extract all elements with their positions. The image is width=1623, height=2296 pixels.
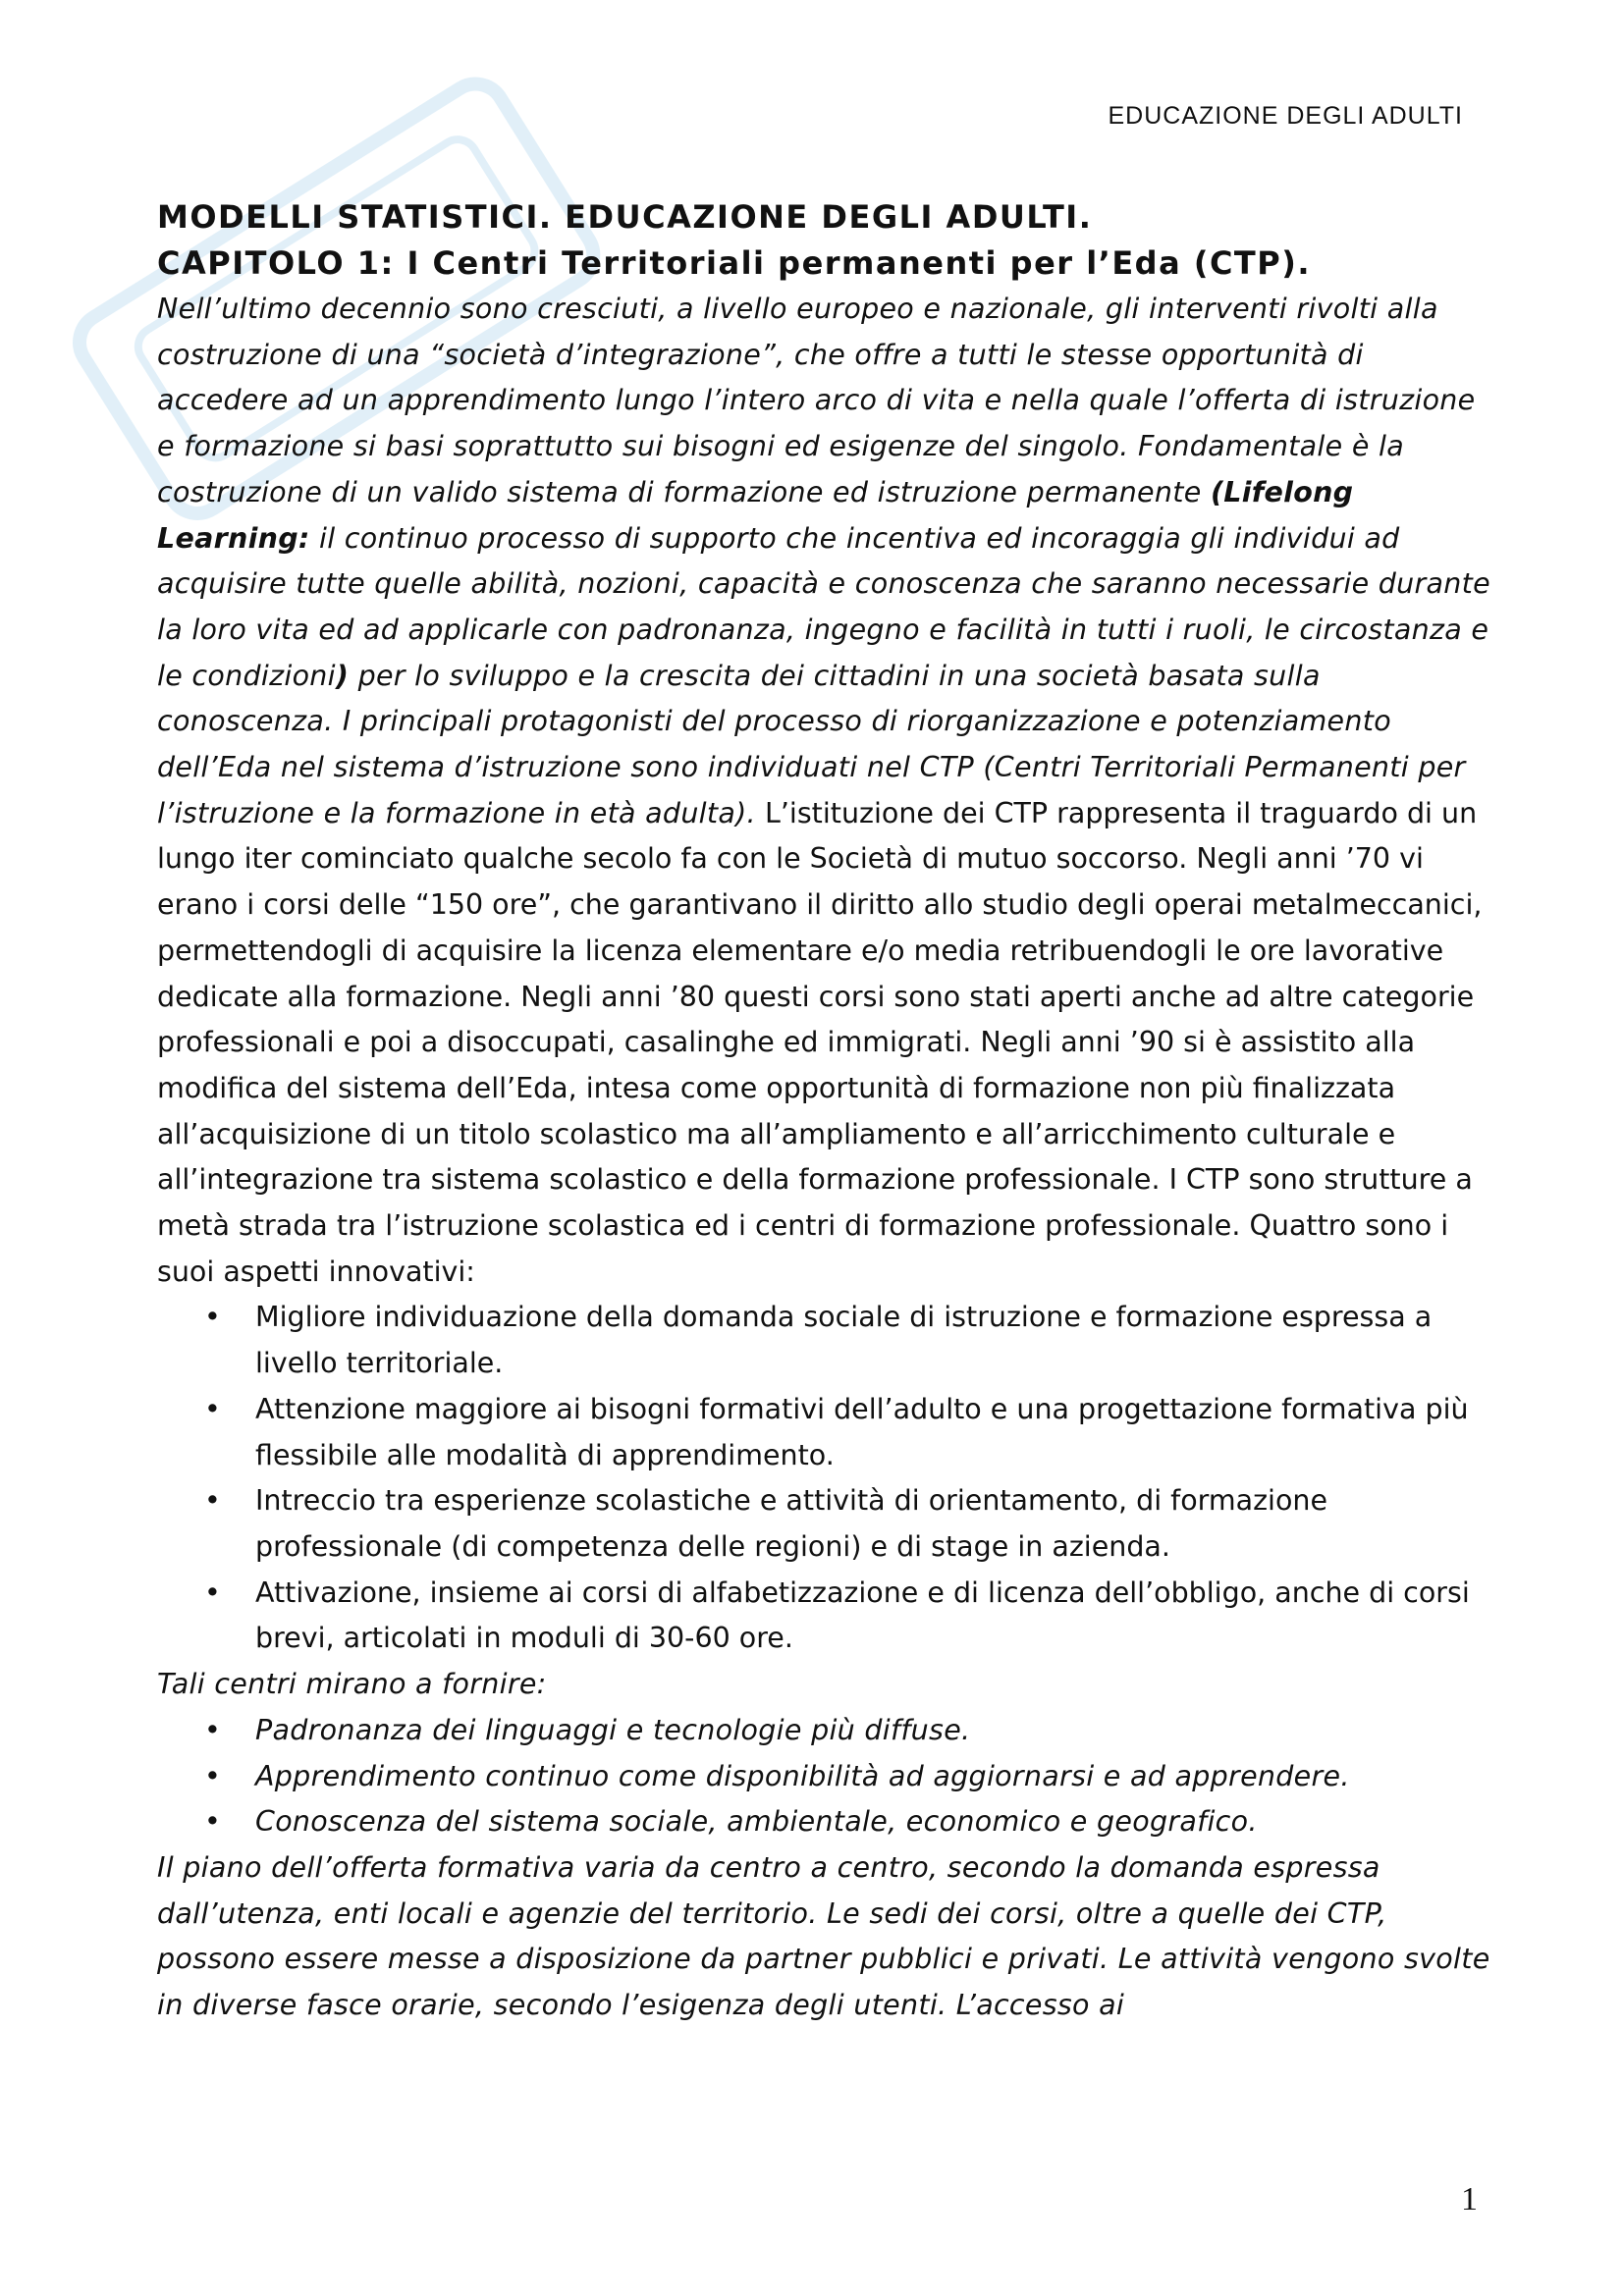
list-item: • Conoscenza del sistema sociale, ambientale, economico e geografico. bbox=[157, 1799, 1492, 1845]
bullet-icon: • bbox=[204, 1575, 221, 1609]
list-item: • Padronanza dei linguaggi e tecnologie più diffuse. bbox=[157, 1708, 1492, 1754]
bullet-icon: • bbox=[204, 1713, 222, 1746]
document-body bbox=[157, 194, 1492, 2029]
goals-list bbox=[157, 1708, 1492, 1845]
list-item: • Attivazione, insieme ai corsi di alfabetizzazione e di licenza dell’obbligo, anche di corsi brevi, articolati in moduli di 30-60 ore. bbox=[157, 1571, 1492, 1662]
bullet-icon: • bbox=[204, 1805, 222, 1839]
lifelong-learning-term: (Lifelong Learning: bbox=[157, 475, 1354, 555]
bullet-icon: • bbox=[204, 1301, 221, 1334]
page-number: 1 bbox=[1461, 2181, 1478, 2217]
lifelong-definition: il continuo processo di supporto che incentiva ed incoraggia gli individui ad acquisire tutte quelle abilità, nozioni, capacità e conoscenza che saranno necessarie durante la loro vita ed ad applicarle con padronanza, ingegno e facilità in tutti i ruoli, le circostanza e le condizioni bbox=[157, 521, 1490, 692]
closing-paragraph: Il piano dell’offerta formativa varia da centro a centro, secondo la domanda espressa dall’utenza, enti locali e agenzie del territorio. Le sedi dei corsi, oltre a quelle dei CTP, possono essere messe a disposizione da partner pubblici e privati. Le attività vengono svolte in diverse fasce orarie, secondo l’esigenza degli utenti. L’accesso ai bbox=[157, 1850, 1490, 2022]
innovations-list bbox=[157, 1295, 1492, 1662]
document-title: MODELLI STATISTICI. EDUCAZIONE DEGLI ADULTI. bbox=[157, 198, 1093, 236]
intro-paragraph bbox=[157, 287, 1492, 1295]
running-header: EDUCAZIONE DEGLI ADULTI bbox=[1108, 102, 1463, 130]
goals-intro: Tali centri mirano a fornire: bbox=[157, 1668, 547, 1701]
bullet-icon: • bbox=[204, 1392, 221, 1425]
lifelong-close: ) bbox=[335, 659, 350, 692]
bullet-icon: • bbox=[204, 1484, 221, 1518]
intro-italic-tail: per lo sviluppo e la crescita dei cittadini in una società basata sulla conoscenza. I principali protagonisti del processo di riorganizzazione e potenziamento dell’Eda nel sistema d’istruzione sono individuati nel CTP (Centri Territoriali Permanenti per l’istruzione e la formazione in età adulta). bbox=[157, 659, 1466, 829]
chapter-title: CAPITOLO 1: I Centri Territoriali permanenti per l’Eda (CTP). bbox=[157, 244, 1311, 282]
bullet-icon: • bbox=[204, 1759, 222, 1792]
intro-regular-text: L’istituzione dei CTP rappresenta il traguardo di un lungo iter cominciato qualche secolo fa con le Società di mutuo soccorso. Negli anni ’70 vi erano i corsi delle “150 ore”, che garantivano il diritto allo studio degli operai metalmeccanici, permettendogli di acquisire la licenza elementare e/o media retribuendogli le ore lavorative dedicate alla formazione. Negli anni ’80 questi corsi sono stati aperti anche ad altre categorie professionali e poi a disoccupati, casalinghe ed immigrati. Negli anni ’90 si è assistito alla modifica del sistema dell’Eda, intesa come opportunità di formazione non più finalizzata all’acquisizione di un titolo scolastico ma all’ampliamento e all’arricchimento culturale e all’integrazione tra sistema scolastico e della formazione professionale. I CTP sono strutture a metà strada tra l’istruzione scolastica ed i centri di formazione professionale. Quattro sono i suoi aspetti innovativi: bbox=[157, 796, 1483, 1288]
intro-italic-text: Nell’ultimo decennio sono cresciuti, a livello europeo e nazionale, gli interventi rivolti alla costruzione di una “società d’integrazione”, che offre a tutti le stesse opportunità di accedere ad un apprendimento lungo l’intero arco di vita e nella quale l’offerta di istruzione e formazione si basi soprattutto sui bisogni ed esigenze del singolo. Fondamentale è la costruzione di un valido sistema di formazione ed istruzione permanente bbox=[157, 293, 1476, 508]
list-item: • Migliore individuazione della domanda sociale di istruzione e formazione espressa a livello territoriale. bbox=[157, 1295, 1492, 1386]
list-item: • Intreccio tra esperienze scolastiche e attività di orientamento, di formazione professionale (di competenza delle regioni) e di stage in azienda. bbox=[157, 1478, 1492, 1570]
list-item: • Apprendimento continuo come disponibilità ad aggiornarsi e ad apprendere. bbox=[157, 1754, 1492, 1800]
list-item: • Attenzione maggiore ai bisogni formativi dell’adulto e una progettazione formativa più flessibile alle modalità di apprendimento. bbox=[157, 1387, 1492, 1478]
